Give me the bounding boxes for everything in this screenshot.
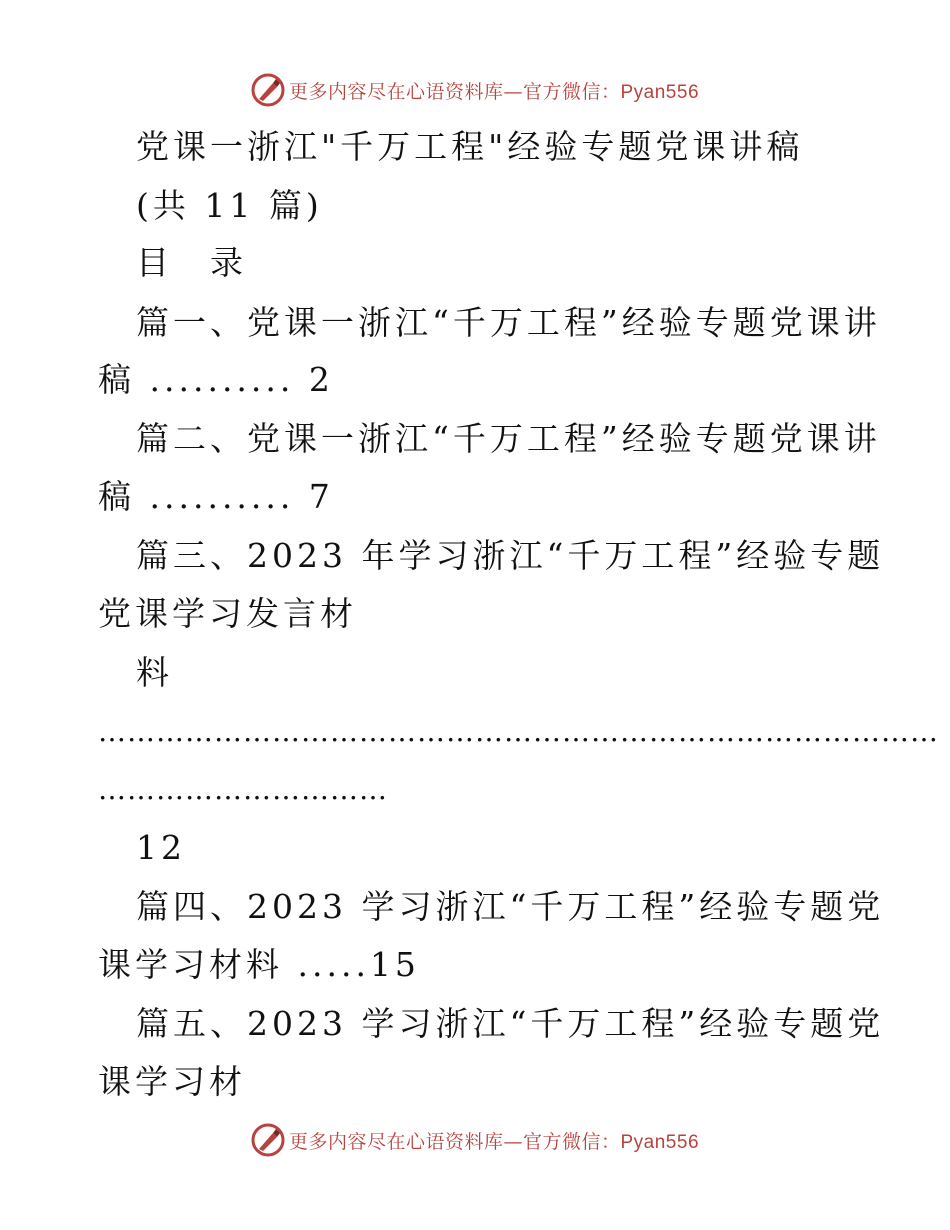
toc-entry-4-page: 课学习材料 .....15 [98,945,420,984]
banner-text: 更多内容尽在心语资料库—官方微信：Pyan556 [288,80,700,103]
document-title: 党课一浙江"千万工程"经验专题党课讲稿 [136,127,804,166]
toc-entry-5: 篇五、2023 学习浙江“千万工程”经验专题党 [136,1004,885,1043]
toc-entry-3-cont: 党课学习发言材 [98,594,357,633]
toc-entry-3-cont2: 料 [136,653,173,692]
header-watermark-banner [0,70,950,110]
banner-text: 更多内容尽在心语资料库—官方微信：Pyan556 [288,1130,700,1153]
document-count: (共 11 篇) [136,186,323,225]
toc-entry-5-cont: 课学习材 [98,1062,246,1101]
toc-heading: 目 录 [136,243,247,282]
toc-entry-2: 篇二、党课一浙江“千万工程”经验专题党课讲 [136,419,881,458]
toc-entry-1: 篇一、党课一浙江“千万工程”经验专题党课讲 [136,303,881,342]
toc-entry-4: 篇四、2023 学习浙江“千万工程”经验专题党 [136,887,885,926]
toc-entry-3: 篇三、2023 年学习浙江“千万工程”经验专题 [136,536,885,575]
toc-entry-3-leader-1: …………………………………………………………………………… [98,715,939,748]
footer-watermark-banner [0,1120,950,1160]
pen-logo-icon [251,73,285,107]
toc-entry-2-page: 稿 .......... 7 [98,477,334,516]
toc-entry-1-page: 稿 .......... 2 [98,360,334,399]
pen-logo-icon [251,1123,285,1157]
toc-entry-3-page: 12 [136,828,186,867]
toc-entry-3-leader-2: ………………………… [98,773,388,806]
